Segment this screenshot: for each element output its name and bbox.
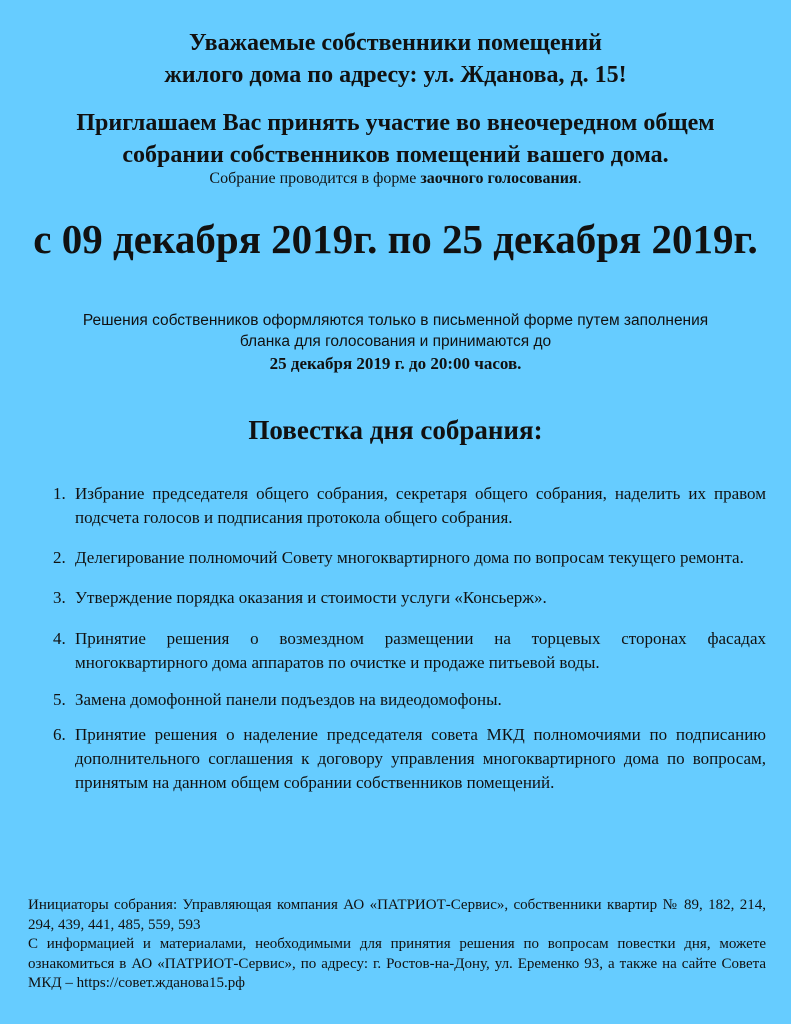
agenda-item (50, 546, 766, 570)
decisions-deadline: 25 декабря 2019 г. до 20:00 часов. (269, 354, 522, 373)
agenda-item-text: Принятие решения о возмездном размещении на торцевых сторонах фасадах многоквартирного дома аппаратов по очистке и продаже питьевой воды. (75, 629, 766, 672)
agenda-item (50, 688, 766, 712)
invitation-heading (0, 107, 791, 171)
agenda-item-text: Делегирование полномочий Совету многоквартирного дома по вопросам текущего ремонта. (75, 548, 744, 567)
agenda-item-number: 4. (53, 629, 66, 648)
agenda-item (50, 482, 766, 530)
agenda-item-number: 3. (53, 588, 66, 607)
decisions-line-1: Решения собственников оформляются только в письменной форме путем заполнения (82, 312, 709, 329)
greeting-heading (0, 27, 791, 91)
agenda-item-text: Принятие решения о наделение председателя совета МКД полномочиями по подписанию дополнительного соглашения к договору управления многоквартирного дома по вопросам, принятым на данном общем собрании собственников помещений. (75, 725, 766, 792)
agenda-item (50, 627, 766, 675)
greeting-line-1: Уважаемые собственники помещений (188, 30, 602, 56)
form-note-prefix: Собрание проводится в форме (209, 170, 421, 187)
invitation-line-1: Приглашаем Вас принять участие во внеочередном общем (76, 110, 715, 136)
agenda-item-number: 6. (53, 725, 66, 744)
agenda-item (50, 723, 766, 795)
form-note-suffix: . (577, 170, 582, 187)
footer-info (28, 896, 766, 994)
voting-period: с 09 декабря 2019г. по 25 декабря 2019г. (33, 216, 758, 262)
agenda-item (50, 586, 766, 610)
agenda-item-text: Замена домофонной панели подъездов на видеодомофоны. (75, 690, 502, 709)
meeting-form-note (0, 169, 791, 189)
agenda-item-number: 2. (53, 548, 66, 567)
agenda-list (50, 482, 766, 811)
decisions-note (30, 310, 761, 375)
agenda-item-number: 1. (53, 484, 66, 503)
agenda-title: Повестка дня собрания: (248, 415, 543, 445)
agenda-item-text: Избрание председателя общего собрания, секретаря общего собрания, наделить их правом подсчета голосов и подписания протокола общего собрания. (75, 484, 766, 527)
footer-info-text: С информацией и материалами, необходимыми для принятия решения по вопросам повестки дня, можете ознакомиться в АО «ПАТРИОТ-Сервис», по адресу: г. Ростов-на-Дону, ул. Еременко 93, а также на сайте Совета МКД – https://совет.жданова15.рф (28, 936, 766, 991)
form-note-emphasis: заочного голосования (420, 170, 578, 187)
invitation-line-2: собрании собственников помещений вашего дома. (122, 142, 669, 168)
agenda-item-number: 5. (53, 690, 66, 709)
agenda-item-text: Утверждение порядка оказания и стоимости услуги «Консьерж». (75, 588, 547, 607)
decisions-line-2: бланка для голосования и принимаются до (239, 333, 552, 350)
footer-initiators: Инициаторы собрания: Управляющая компания АО «ПАТРИОТ-Сервис», собственники квартир № 89, 182, 214, 294, 439, 441, 485, 559, 593 (28, 897, 766, 933)
greeting-line-2: жилого дома по адресу: ул. Жданова, д. 15! (164, 62, 627, 88)
